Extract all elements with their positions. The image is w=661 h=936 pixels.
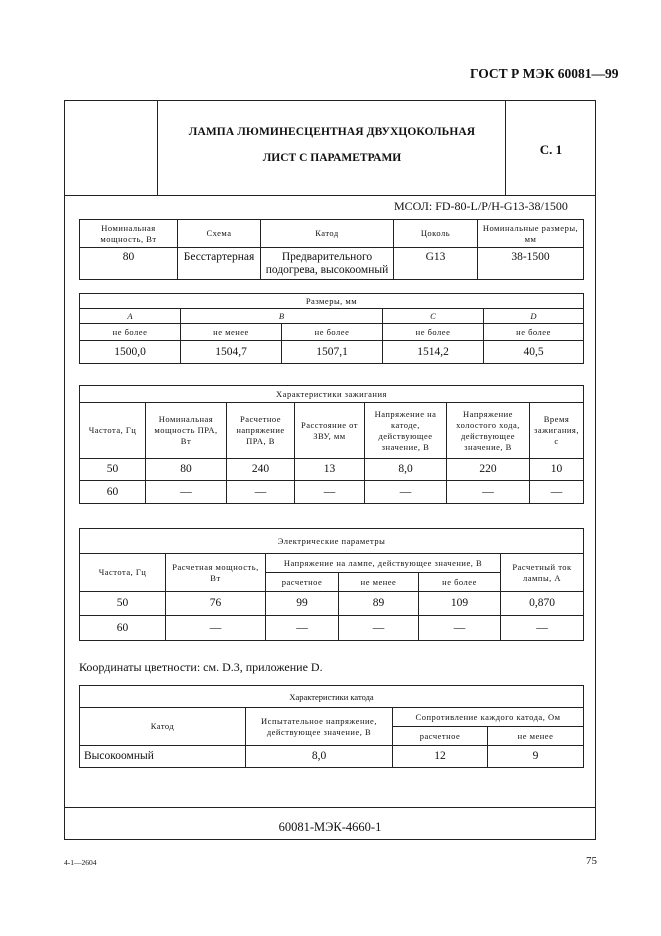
table-cell: 60 <box>80 481 146 504</box>
table-cell: 9 <box>488 746 584 768</box>
sub-header-rated: расчетное <box>393 727 488 746</box>
header-rated-power: Расчетная мощность, Вт <box>166 554 266 592</box>
electrical-title: Электрические параметры <box>80 529 584 554</box>
header-lamp-current: Расчетный ток лампы, А <box>501 554 584 592</box>
table-cell: 76 <box>166 592 266 616</box>
cell-scheme: Бесстартерная <box>178 248 261 280</box>
cathode-title: Характеристики катода <box>80 686 584 708</box>
table-cell: — <box>295 481 365 504</box>
dimensions-title: Размеры, мм <box>80 294 584 309</box>
ignition-title: Характеристики зажигания <box>80 386 584 403</box>
standard-number: ГОСТ Р МЭК 60081—99 <box>470 66 619 81</box>
dim-value: 40,5 <box>484 341 584 364</box>
sub-header-min: не менее <box>488 727 584 746</box>
dim-qualifier: не более <box>484 324 584 341</box>
header-frequency: Частота, Гц <box>80 554 166 592</box>
header-cathode-voltage: Напряжение на катоде, действующее значение, В <box>365 403 447 459</box>
header-dimensions: Номинальные размеры, мм <box>478 220 584 248</box>
table-cell: 8,0 <box>246 746 393 768</box>
table-cell: — <box>501 616 584 641</box>
header-ballast-power: Номинальная мощность ПРА, Вт <box>146 403 227 459</box>
table-cell: 220 <box>447 459 530 481</box>
table-cell: 10 <box>530 459 584 481</box>
table-cell: — <box>339 616 419 641</box>
table-cell: 89 <box>339 592 419 616</box>
table-cell: 50 <box>80 459 146 481</box>
table-cell: 0,870 <box>501 592 584 616</box>
header-cathode: Катод <box>80 708 246 746</box>
header-base: Цоколь <box>394 220 478 248</box>
ignition-table <box>79 385 584 504</box>
table-cell: 8,0 <box>365 459 447 481</box>
header-power: Номинальная мощность, Вт <box>80 220 178 248</box>
table-cell: — <box>447 481 530 504</box>
mcol-designation: МСОЛ: FD-80-L/P/H-G13-38/1500 <box>394 199 568 213</box>
table-cell: 109 <box>419 592 501 616</box>
dim-value: 1500,0 <box>80 341 181 364</box>
dim-value: 1504,7 <box>181 341 282 364</box>
document-title: ЛАМПА ЛЮМИНЕСЦЕНТНАЯ ДВУХЦОКОЛЬНАЯ <box>188 126 476 138</box>
cell-cathode-type: Высокоомный <box>80 746 246 768</box>
dim-value: 1507,1 <box>282 341 383 364</box>
table-cell: — <box>266 616 339 641</box>
table-cell: 240 <box>227 459 295 481</box>
table-cell: — <box>365 481 447 504</box>
sheet-code: 60081-МЭК-4660-1 <box>278 820 382 834</box>
dimensions-table <box>79 293 584 364</box>
table-cell: — <box>227 481 295 504</box>
sub-header-min: не менее <box>339 573 419 592</box>
table-cell: 12 <box>393 746 488 768</box>
table-cell: — <box>166 616 266 641</box>
cell-cathode: Предварительного подогрева, высокоомный <box>261 248 394 280</box>
dim-qualifier: не менее <box>181 324 282 341</box>
header-distance: Расстояние от ЗВУ, мм <box>295 403 365 459</box>
header-ballast-voltage: Расчетное напряжение ПРА, В <box>227 403 295 459</box>
table-cell: — <box>146 481 227 504</box>
sub-header-rated: расчетное <box>266 573 339 592</box>
table-cell: — <box>530 481 584 504</box>
general-table <box>79 219 584 280</box>
header-scheme: Схема <box>178 220 261 248</box>
title-left-divider <box>157 100 158 195</box>
cell-dimensions: 38-1500 <box>478 248 584 280</box>
table-cell: 80 <box>146 459 227 481</box>
chromaticity-note: Координаты цветности: см. D.3, приложение D. <box>79 660 323 674</box>
print-mark: 4-1—2604 <box>64 858 97 867</box>
footer-divider <box>64 807 596 808</box>
sheet-number: С. 1 <box>539 142 563 157</box>
dim-qualifier: не более <box>383 324 484 341</box>
document-subtitle: ЛИСТ С ПАРАМЕТРАМИ <box>262 152 402 164</box>
header-cathode: Катод <box>261 220 394 248</box>
dim-qualifier: не более <box>80 324 181 341</box>
table-cell: — <box>419 616 501 641</box>
cell-power: 80 <box>80 248 178 280</box>
dim-letter-a: A <box>80 309 181 324</box>
header-ignition-time: Время зажигания, с <box>530 403 584 459</box>
header-resistance: Сопротивление каждого катода, Ом <box>393 708 584 727</box>
sub-header-max: не более <box>419 573 501 592</box>
dim-letter-d: D <box>484 309 584 324</box>
header-open-circuit-voltage: Напряжение холостого хода, действующее значение, В <box>447 403 530 459</box>
cell-base: G13 <box>394 248 478 280</box>
table-cell: 99 <box>266 592 339 616</box>
table-cell: 60 <box>80 616 166 641</box>
electrical-table <box>79 528 584 641</box>
dim-qualifier: не более <box>282 324 383 341</box>
header-test-voltage: Испытательное напряжение, действующее значение, В <box>246 708 393 746</box>
dim-value: 1514,2 <box>383 341 484 364</box>
title-divider <box>64 195 596 196</box>
cathode-table <box>79 685 584 768</box>
dim-letter-b: B <box>181 309 383 324</box>
header-lamp-voltage: Напряжение на лампе, действующее значение, В <box>266 554 501 573</box>
table-cell: 50 <box>80 592 166 616</box>
page-number: 75 <box>586 855 597 867</box>
dim-letter-c: C <box>383 309 484 324</box>
table-cell: 13 <box>295 459 365 481</box>
header-frequency: Частота, Гц <box>80 403 146 459</box>
